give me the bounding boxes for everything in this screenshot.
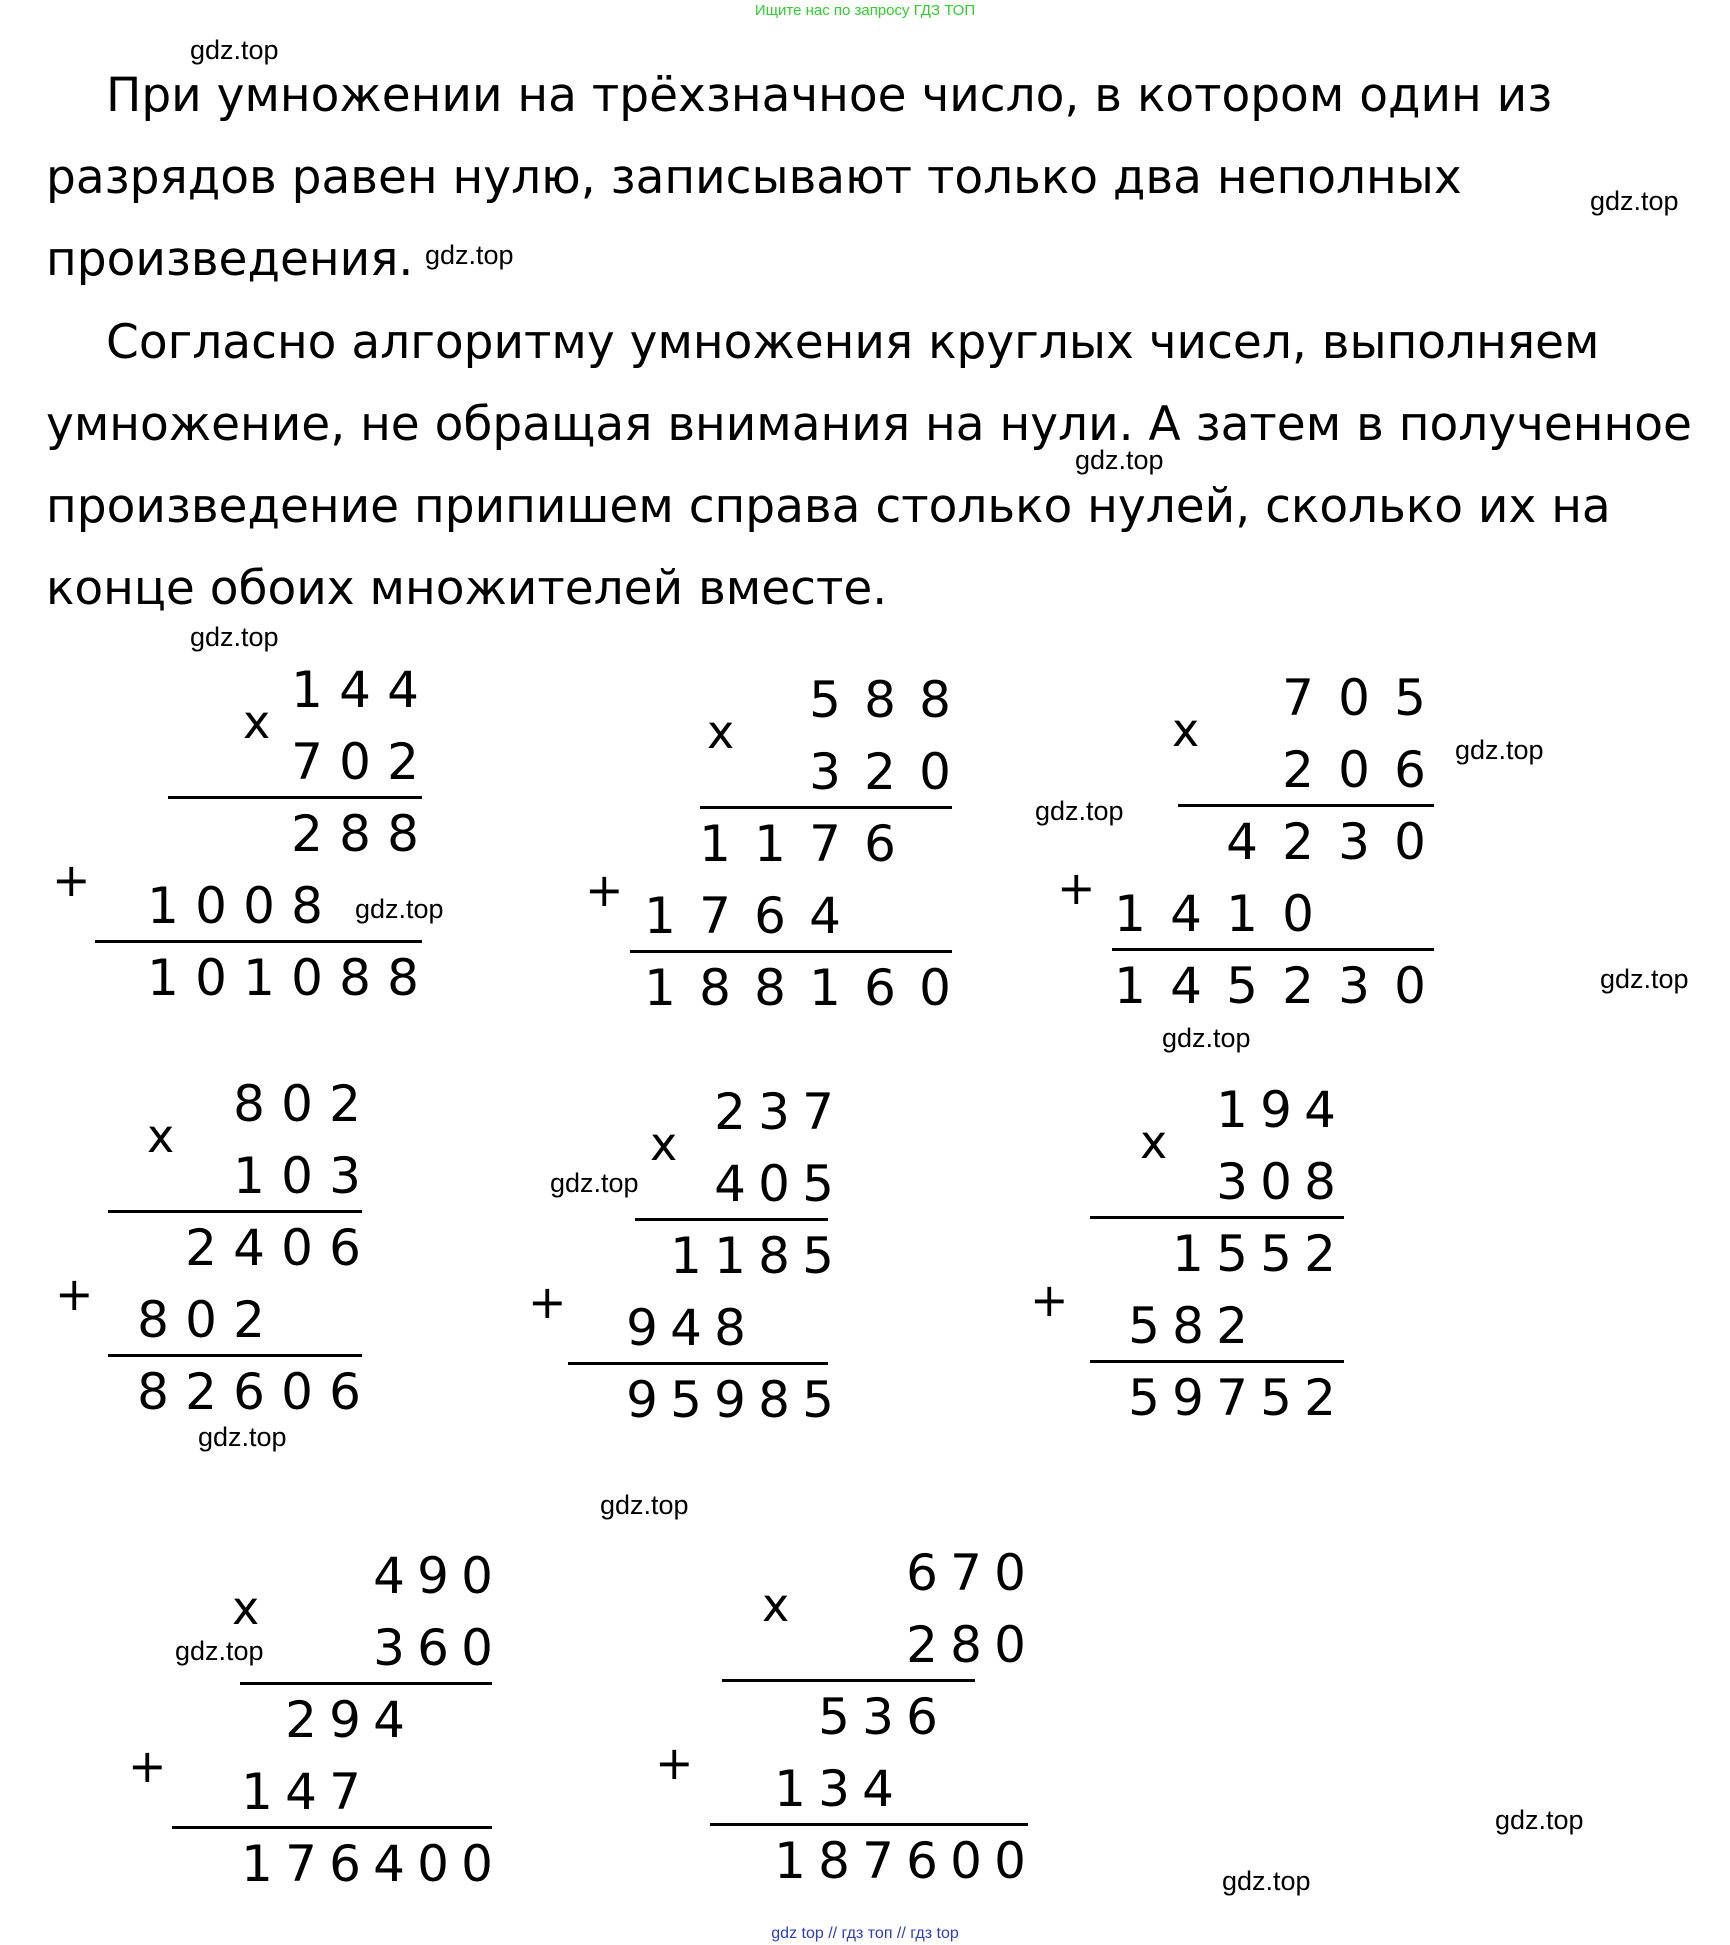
watermark: gdz.top bbox=[1590, 186, 1679, 216]
result-digit: 0 bbox=[1394, 957, 1426, 1015]
result-digit: 1 bbox=[774, 1832, 806, 1890]
watermark: gdz.top bbox=[1222, 1866, 1311, 1896]
multiplier-digit: 5 bbox=[802, 1155, 834, 1213]
underline-factors bbox=[168, 796, 422, 799]
multiplier-digit: 0 bbox=[281, 1147, 313, 1205]
paragraph-2-line-2: умножение, не обращая внимания на нули. А затем в полученное bbox=[46, 397, 1692, 452]
underline-factors bbox=[700, 806, 952, 809]
partial-product-2-digit: 1 bbox=[1114, 885, 1146, 943]
underline-partials bbox=[710, 1823, 1028, 1826]
multiplier-digit: 2 bbox=[387, 733, 419, 791]
partial-product-2-digit: 1 bbox=[1226, 885, 1258, 943]
partial-product-1-digit: 0 bbox=[281, 1219, 313, 1277]
multiplier-digit: 7 bbox=[291, 733, 323, 791]
partial-product-2-digit: 2 bbox=[233, 1291, 265, 1349]
paragraph-1-line-3: произведения. bbox=[46, 232, 414, 287]
result-digit: 2 bbox=[1304, 1369, 1336, 1427]
partial-product-2-digit: 3 bbox=[818, 1760, 850, 1818]
partial-product-1-digit: 0 bbox=[1394, 813, 1426, 871]
multiplier-digit: 0 bbox=[339, 733, 371, 791]
partial-product-2-digit: 4 bbox=[285, 1763, 317, 1821]
watermark: gdz.top bbox=[1455, 735, 1544, 765]
footer-links[interactable]: gdz top // гдз топ // гдз top bbox=[771, 1925, 959, 1942]
result-digit: 0 bbox=[994, 1832, 1026, 1890]
partial-product-1-digit: 2 bbox=[1282, 813, 1314, 871]
multiplier-digit: 0 bbox=[1338, 741, 1370, 799]
multiplicand-digit: 8 bbox=[864, 671, 896, 729]
result-digit: 0 bbox=[195, 949, 227, 1007]
multiplier-digit: 3 bbox=[329, 1147, 361, 1205]
underline-partials bbox=[95, 940, 422, 943]
result-digit: 7 bbox=[862, 1832, 894, 1890]
times-sign: x bbox=[762, 1578, 790, 1632]
times-sign: x bbox=[147, 1109, 175, 1163]
partial-product-2-digit: 0 bbox=[1282, 885, 1314, 943]
result-digit: 5 bbox=[802, 1371, 834, 1429]
result-digit: 5 bbox=[670, 1371, 702, 1429]
partial-product-1-digit: 6 bbox=[864, 815, 896, 873]
multiplier-digit: 0 bbox=[1260, 1153, 1292, 1211]
result-digit: 2 bbox=[1282, 957, 1314, 1015]
result-digit: 0 bbox=[919, 959, 951, 1017]
watermark: gdz.top bbox=[190, 622, 279, 652]
multiplier-digit: 0 bbox=[758, 1155, 790, 1213]
multiplicand-digit: 9 bbox=[1260, 1081, 1292, 1139]
plus-sign: + bbox=[1057, 861, 1096, 915]
partial-product-1-digit: 6 bbox=[906, 1688, 938, 1746]
result-digit: 1 bbox=[147, 949, 179, 1007]
result-digit: 0 bbox=[461, 1835, 493, 1893]
partial-product-1-digit: 3 bbox=[1338, 813, 1370, 871]
multiplicand-digit: 8 bbox=[233, 1075, 265, 1133]
partial-product-1-digit: 5 bbox=[1260, 1225, 1292, 1283]
underline-factors bbox=[1178, 804, 1434, 807]
result-digit: 3 bbox=[1338, 957, 1370, 1015]
partial-product-2-digit: 1 bbox=[241, 1763, 273, 1821]
partial-product-2-digit: 7 bbox=[699, 887, 731, 945]
watermark: gdz.top bbox=[1162, 1023, 1251, 1053]
result-digit: 5 bbox=[1226, 957, 1258, 1015]
times-sign: x bbox=[243, 695, 271, 749]
multiplier-digit: 4 bbox=[714, 1155, 746, 1213]
partial-product-2-digit: 7 bbox=[329, 1763, 361, 1821]
multiplier-digit: 3 bbox=[373, 1619, 405, 1677]
result-digit: 6 bbox=[233, 1363, 265, 1421]
partial-product-1-digit: 6 bbox=[329, 1219, 361, 1277]
multiplicand-digit: 0 bbox=[994, 1544, 1026, 1602]
result-digit: 6 bbox=[329, 1835, 361, 1893]
partial-product-2-digit: 4 bbox=[862, 1760, 894, 1818]
underline-partials bbox=[1090, 1360, 1344, 1363]
result-digit: 0 bbox=[950, 1832, 982, 1890]
multiplicand-digit: 8 bbox=[919, 671, 951, 729]
partial-product-1-digit: 3 bbox=[862, 1688, 894, 1746]
watermark: gdz.top bbox=[1495, 1805, 1584, 1835]
result-digit: 6 bbox=[864, 959, 896, 1017]
underline-partials bbox=[108, 1354, 362, 1357]
partial-product-1-digit: 8 bbox=[339, 805, 371, 863]
partial-product-2-digit: 0 bbox=[195, 877, 227, 935]
result-digit: 5 bbox=[1260, 1369, 1292, 1427]
paragraph-1 bbox=[46, 55, 1706, 301]
multiplier-digit: 0 bbox=[994, 1616, 1026, 1674]
multiplicand-digit: 9 bbox=[417, 1547, 449, 1605]
partial-product-2-digit: 1 bbox=[147, 877, 179, 935]
underline-partials bbox=[172, 1826, 492, 1829]
result-digit: 1 bbox=[241, 1835, 273, 1893]
result-digit: 6 bbox=[906, 1832, 938, 1890]
partial-product-2-digit: 2 bbox=[1216, 1297, 1248, 1355]
result-digit: 4 bbox=[373, 1835, 405, 1893]
result-digit: 8 bbox=[699, 959, 731, 1017]
paragraph-1-line-1: При умножении на трёхзначное число, в котором один из bbox=[106, 68, 1553, 123]
partial-product-2-digit: 9 bbox=[626, 1299, 658, 1357]
multiplicand-digit: 4 bbox=[387, 661, 419, 719]
result-digit: 8 bbox=[754, 959, 786, 1017]
plus-sign: + bbox=[1030, 1273, 1069, 1327]
partial-product-1-digit: 2 bbox=[185, 1219, 217, 1277]
partial-product-1-digit: 7 bbox=[809, 815, 841, 873]
underline-partials bbox=[568, 1362, 828, 1365]
multiplier-digit: 2 bbox=[906, 1616, 938, 1674]
multiplicand-digit: 5 bbox=[1394, 669, 1426, 727]
top-banner[interactable]: Ищите нас по запросу ГДЗ ТОП bbox=[754, 2, 976, 19]
multiplier-digit: 0 bbox=[919, 743, 951, 801]
result-digit: 8 bbox=[339, 949, 371, 1007]
partial-product-1-digit: 1 bbox=[754, 815, 786, 873]
paragraph-2-line-4: конце обоих множителей вместе. bbox=[46, 561, 888, 616]
multiplicand-digit: 4 bbox=[339, 661, 371, 719]
multiplier-digit: 2 bbox=[1282, 741, 1314, 799]
result-digit: 4 bbox=[1170, 957, 1202, 1015]
multiplicand-digit: 0 bbox=[281, 1075, 313, 1133]
partial-product-1-digit: 4 bbox=[1226, 813, 1258, 871]
multiplicand-digit: 1 bbox=[1216, 1081, 1248, 1139]
result-digit: 1 bbox=[644, 959, 676, 1017]
paragraph-2-line-1: Согласно алгоритму умножения круглых чисел, выполняем bbox=[106, 315, 1600, 370]
partial-product-1-digit: 8 bbox=[758, 1227, 790, 1285]
multiplier-digit: 3 bbox=[809, 743, 841, 801]
times-sign: x bbox=[1140, 1115, 1168, 1169]
multiplier-digit: 3 bbox=[1216, 1153, 1248, 1211]
partial-product-2-digit: 8 bbox=[714, 1299, 746, 1357]
result-digit: 6 bbox=[329, 1363, 361, 1421]
partial-product-1-digit: 5 bbox=[1216, 1225, 1248, 1283]
result-digit: 8 bbox=[387, 949, 419, 1007]
multiplier-digit: 6 bbox=[1394, 741, 1426, 799]
result-digit: 2 bbox=[185, 1363, 217, 1421]
partial-product-2-digit: 4 bbox=[670, 1299, 702, 1357]
multiplicand-digit: 7 bbox=[802, 1083, 834, 1141]
result-digit: 0 bbox=[417, 1835, 449, 1893]
underline-factors bbox=[240, 1682, 492, 1685]
watermark: gdz.top bbox=[600, 1490, 689, 1520]
partial-product-1-digit: 8 bbox=[387, 805, 419, 863]
watermark: gdz.top bbox=[198, 1422, 287, 1452]
result-digit: 9 bbox=[714, 1371, 746, 1429]
watermark: gdz.top bbox=[1035, 796, 1124, 826]
result-digit: 8 bbox=[818, 1832, 850, 1890]
underline-factors bbox=[108, 1210, 362, 1213]
result-digit: 0 bbox=[291, 949, 323, 1007]
multiplier-digit: 8 bbox=[1304, 1153, 1336, 1211]
multiplier-digit: 1 bbox=[233, 1147, 265, 1205]
multiplicand-digit: 7 bbox=[950, 1544, 982, 1602]
result-digit: 1 bbox=[243, 949, 275, 1007]
result-digit: 9 bbox=[626, 1371, 658, 1429]
watermark: gdz.top bbox=[190, 35, 279, 65]
partial-product-2-digit: 1 bbox=[644, 887, 676, 945]
partial-product-1-digit: 4 bbox=[373, 1691, 405, 1749]
paragraph-1-line-2: разрядов равен нулю, записывают только два неполных bbox=[46, 150, 1462, 205]
result-digit: 9 bbox=[1172, 1369, 1204, 1427]
multiplicand-digit: 4 bbox=[1304, 1081, 1336, 1139]
multiplier-digit: 6 bbox=[417, 1619, 449, 1677]
partial-product-2-digit: 8 bbox=[137, 1291, 169, 1349]
multiplier-digit: 0 bbox=[461, 1619, 493, 1677]
multiplicand-digit: 3 bbox=[758, 1083, 790, 1141]
partial-product-1-digit: 2 bbox=[285, 1691, 317, 1749]
underline-factors bbox=[1090, 1216, 1344, 1219]
plus-sign: + bbox=[585, 863, 624, 917]
result-digit: 1 bbox=[1114, 957, 1146, 1015]
underline-factors bbox=[635, 1218, 828, 1221]
partial-product-2-digit: 0 bbox=[185, 1291, 217, 1349]
multiplicand-digit: 1 bbox=[291, 661, 323, 719]
paragraph-2-line-3: произведение припишем справа столько нулей, сколько их на bbox=[46, 479, 1611, 534]
underline-partials bbox=[1112, 948, 1434, 951]
partial-product-1-digit: 2 bbox=[291, 805, 323, 863]
times-sign: x bbox=[707, 705, 735, 759]
multiplicand-digit: 2 bbox=[714, 1083, 746, 1141]
watermark: gdz.top bbox=[1600, 964, 1689, 994]
multiplicand-digit: 2 bbox=[329, 1075, 361, 1133]
plus-sign: + bbox=[55, 1267, 94, 1321]
partial-product-1-digit: 1 bbox=[714, 1227, 746, 1285]
underline-factors bbox=[722, 1679, 975, 1682]
partial-product-1-digit: 5 bbox=[802, 1227, 834, 1285]
partial-product-1-digit: 9 bbox=[329, 1691, 361, 1749]
multiplicand-digit: 4 bbox=[373, 1547, 405, 1605]
result-digit: 5 bbox=[1128, 1369, 1160, 1427]
plus-sign: + bbox=[655, 1736, 694, 1790]
multiplicand-digit: 5 bbox=[809, 671, 841, 729]
watermark: gdz.top bbox=[1075, 445, 1164, 475]
times-sign: x bbox=[232, 1581, 260, 1635]
result-digit: 8 bbox=[758, 1371, 790, 1429]
partial-product-1-digit: 2 bbox=[1304, 1225, 1336, 1283]
partial-product-2-digit: 8 bbox=[291, 877, 323, 935]
result-digit: 7 bbox=[1216, 1369, 1248, 1427]
partial-product-2-digit: 0 bbox=[243, 877, 275, 935]
result-digit: 7 bbox=[285, 1835, 317, 1893]
partial-product-2-digit: 6 bbox=[754, 887, 786, 945]
partial-product-1-digit: 1 bbox=[670, 1227, 702, 1285]
result-digit: 1 bbox=[809, 959, 841, 1017]
plus-sign: + bbox=[128, 1739, 167, 1793]
multiplicand-digit: 0 bbox=[1338, 669, 1370, 727]
partial-product-2-digit: 1 bbox=[774, 1760, 806, 1818]
partial-product-2-digit: 4 bbox=[1170, 885, 1202, 943]
partial-product-2-digit: 5 bbox=[1128, 1297, 1160, 1355]
multiplier-digit: 8 bbox=[950, 1616, 982, 1674]
plus-sign: + bbox=[52, 853, 91, 907]
partial-product-1-digit: 1 bbox=[699, 815, 731, 873]
multiplicand-digit: 0 bbox=[461, 1547, 493, 1605]
watermark: gdz.top bbox=[550, 1168, 639, 1198]
partial-product-1-digit: 1 bbox=[1172, 1225, 1204, 1283]
partial-product-2-digit: 8 bbox=[1172, 1297, 1204, 1355]
partial-product-1-digit: 4 bbox=[233, 1219, 265, 1277]
paragraph-2 bbox=[46, 302, 1706, 630]
watermark: gdz.top bbox=[425, 240, 514, 270]
multiplicand-digit: 6 bbox=[906, 1544, 938, 1602]
partial-product-1-digit: 5 bbox=[818, 1688, 850, 1746]
partial-product-2-digit: 4 bbox=[809, 887, 841, 945]
times-sign: x bbox=[650, 1117, 678, 1171]
result-digit: 8 bbox=[137, 1363, 169, 1421]
multiplier-digit: 2 bbox=[864, 743, 896, 801]
underline-partials bbox=[630, 950, 952, 953]
plus-sign: + bbox=[528, 1275, 567, 1329]
times-sign: x bbox=[1172, 703, 1200, 757]
result-digit: 0 bbox=[281, 1363, 313, 1421]
watermark: gdz.top bbox=[175, 1636, 264, 1666]
watermark: gdz.top bbox=[355, 894, 444, 924]
multiplicand-digit: 7 bbox=[1282, 669, 1314, 727]
